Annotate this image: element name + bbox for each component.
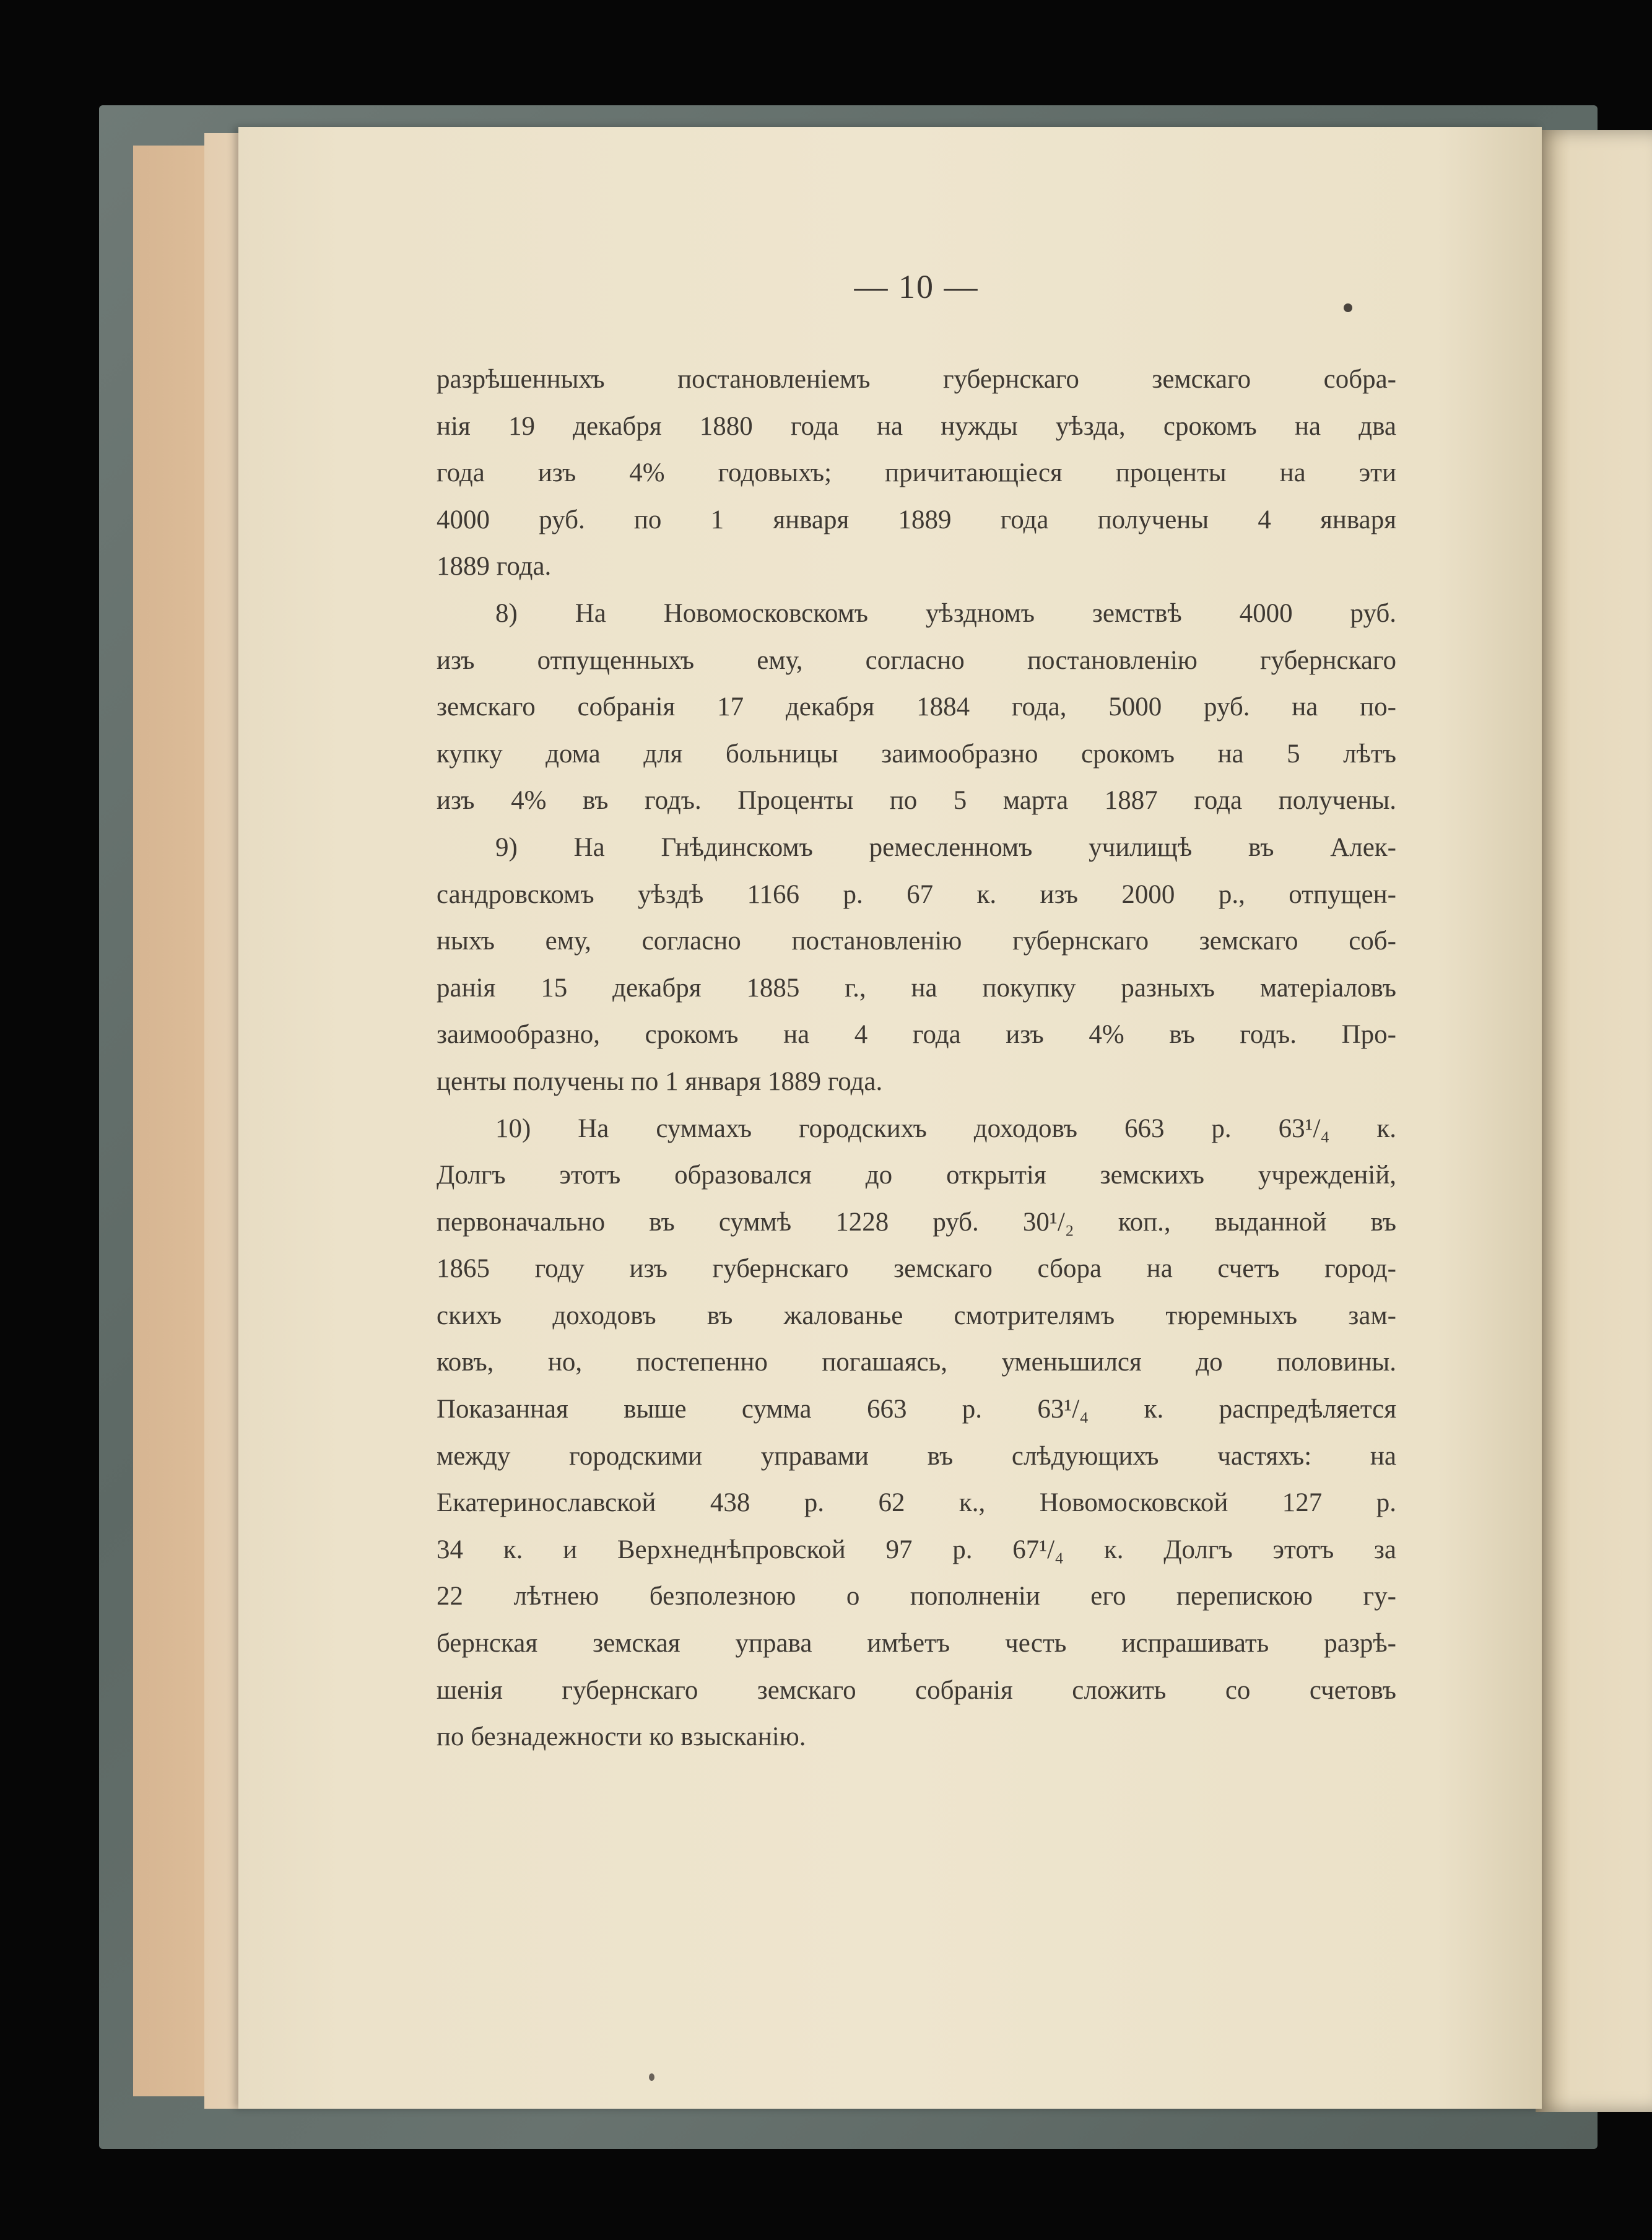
text-line: земскаго собранія 17 декабря 1884 года, 5000 руб. на по- xyxy=(437,692,1396,722)
text-line: заимообразно, срокомъ на 4 года изъ 4% въ годъ. Про- xyxy=(437,1020,1396,1050)
text-line: 10) На суммахъ городскихъ доходовъ 663 р. 63¹/₄ к. xyxy=(495,1113,1396,1143)
text-line: купку дома для больницы заимообразно срокомъ на 5 лѣтъ xyxy=(437,739,1396,769)
text-line: Екатеринославской 438 р. 62 к., Новомосковской 127 р. xyxy=(437,1488,1396,1518)
text-line: нія 19 декабря 1880 года на нужды уѣзда, срокомъ на два xyxy=(437,411,1396,441)
text-line: изъ отпущенныхъ ему, согласно постановленію губернскаго xyxy=(437,645,1396,675)
ink-speck xyxy=(649,2073,654,2081)
ink-speck xyxy=(1344,303,1352,312)
text-line: 1889 года. xyxy=(437,552,552,582)
facing-page-edge xyxy=(1536,130,1652,2112)
text-line: изъ 4% въ годъ. Проценты по 5 марта 1887 года получены. xyxy=(437,786,1396,816)
text-line: сандровскомъ уѣздѣ 1166 р. 67 к. изъ 2000 р., отпущен- xyxy=(437,879,1396,909)
text-line: Показанная выше сумма 663 р. 63¹/₄ к. распредѣляется xyxy=(437,1395,1396,1424)
text-line: 4000 руб. по 1 января 1889 года получены 4 января xyxy=(437,505,1396,534)
body-text xyxy=(437,356,1396,1761)
text-line: центы получены по 1 января 1889 года. xyxy=(437,1066,883,1096)
text-line: 34 к. и Верхнеднѣпровской 97 р. 67¹/₄ к. Долгъ этотъ за xyxy=(437,1535,1396,1564)
text-line: шенія губернскаго земскаго собранія сложить со счетовъ xyxy=(437,1675,1396,1705)
text-line: по безнадежности ко взысканію. xyxy=(437,1722,806,1752)
text-line: скихъ доходовъ въ жалованье смотрителямъ тюремныхъ зам- xyxy=(437,1301,1396,1330)
text-line: Долгъ этотъ образовался до открытія земскихъ учрежденій, xyxy=(437,1161,1396,1190)
text-line: 1865 году изъ губернскаго земскаго сбора на счетъ город- xyxy=(437,1254,1396,1284)
text-line: года изъ 4% годовыхъ; причитающіеся проценты на эти xyxy=(437,458,1396,488)
text-line: первоначально въ суммѣ 1228 руб. 30¹/₂ коп., выданной въ xyxy=(437,1207,1396,1237)
text-line: разрѣшенныхъ постановленіемъ губернскаго земскаго собра- xyxy=(437,365,1396,394)
text-line: между городскими управами въ слѣдующихъ частяхъ: на xyxy=(437,1441,1396,1471)
text-line: ковъ, но, постепенно погашаясь, уменьшился до половины. xyxy=(437,1348,1396,1377)
text-line: бернская земская управа имѣетъ честь испрашивать разрѣ- xyxy=(437,1629,1396,1658)
text-line: ныхъ ему, согласно постановленію губернскаго земскаго соб- xyxy=(437,926,1396,956)
page-number: — 10 — xyxy=(854,268,979,305)
text-line: 8) На Новомосковскомъ уѣздномъ земствѣ 4000 руб. xyxy=(495,598,1396,628)
text-line: ранія 15 декабря 1885 г., на покупку разныхъ матеріаловъ xyxy=(437,973,1396,1003)
text-line: 9) На Гнѣдинскомъ ремесленномъ училищѣ въ Алек- xyxy=(495,832,1396,862)
text-line: 22 лѣтнею безполезною о пополненіи его перепискою гу- xyxy=(437,1582,1396,1611)
